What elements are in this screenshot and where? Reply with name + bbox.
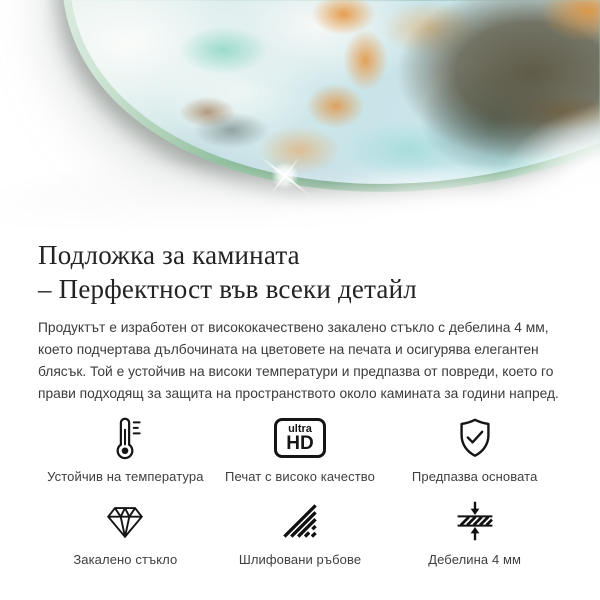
page-title-line1: Подложка за камината [38,240,300,270]
feature-label: Шлифовани ръбове [238,552,362,567]
shield-check-icon [452,414,498,462]
thickness-icon [453,497,497,545]
feature-label: Устойчив на температура [47,469,204,484]
feature-polished-edges [213,497,388,567]
polished-edges-icon [278,497,322,545]
diamond-icon [102,497,148,545]
product-description: Продуктът е изработен от висококачествено закалено стъкло с дебелина 4 мм, което подчертава дълбочината на цветовете на печата и осигурява елегантен блясък. Той е устойчив на високи температури и предпазва от повреди, което го прави подходящ за защита на пространството около камината за години напред. [38,320,559,401]
feature-temperature-resistant [38,414,213,484]
ultra-hd-badge-top: ultra [288,423,312,435]
page-title [38,238,562,306]
thermometer-icon [103,414,147,462]
feature-label: Закалено стъкло [73,552,178,567]
page-title-line2: – Перфектност във всеки детайл [38,274,417,304]
product-description-section [0,232,600,567]
product-hero-image [0,0,600,232]
ultra-hd-badge-bottom: HD [286,433,314,454]
feature-thickness [387,497,562,567]
feature-label: Печат с високо качество [225,469,375,484]
feature-print-quality [213,414,388,484]
feature-tempered-glass [38,497,213,567]
ultra-hd-icon [274,414,326,462]
feature-label: Предпазва основата [411,469,538,484]
feature-grid [38,414,562,567]
feature-protects-base [387,414,562,484]
white-fade-overlay [0,0,600,232]
feature-label: Дебелина 4 мм [428,552,522,567]
